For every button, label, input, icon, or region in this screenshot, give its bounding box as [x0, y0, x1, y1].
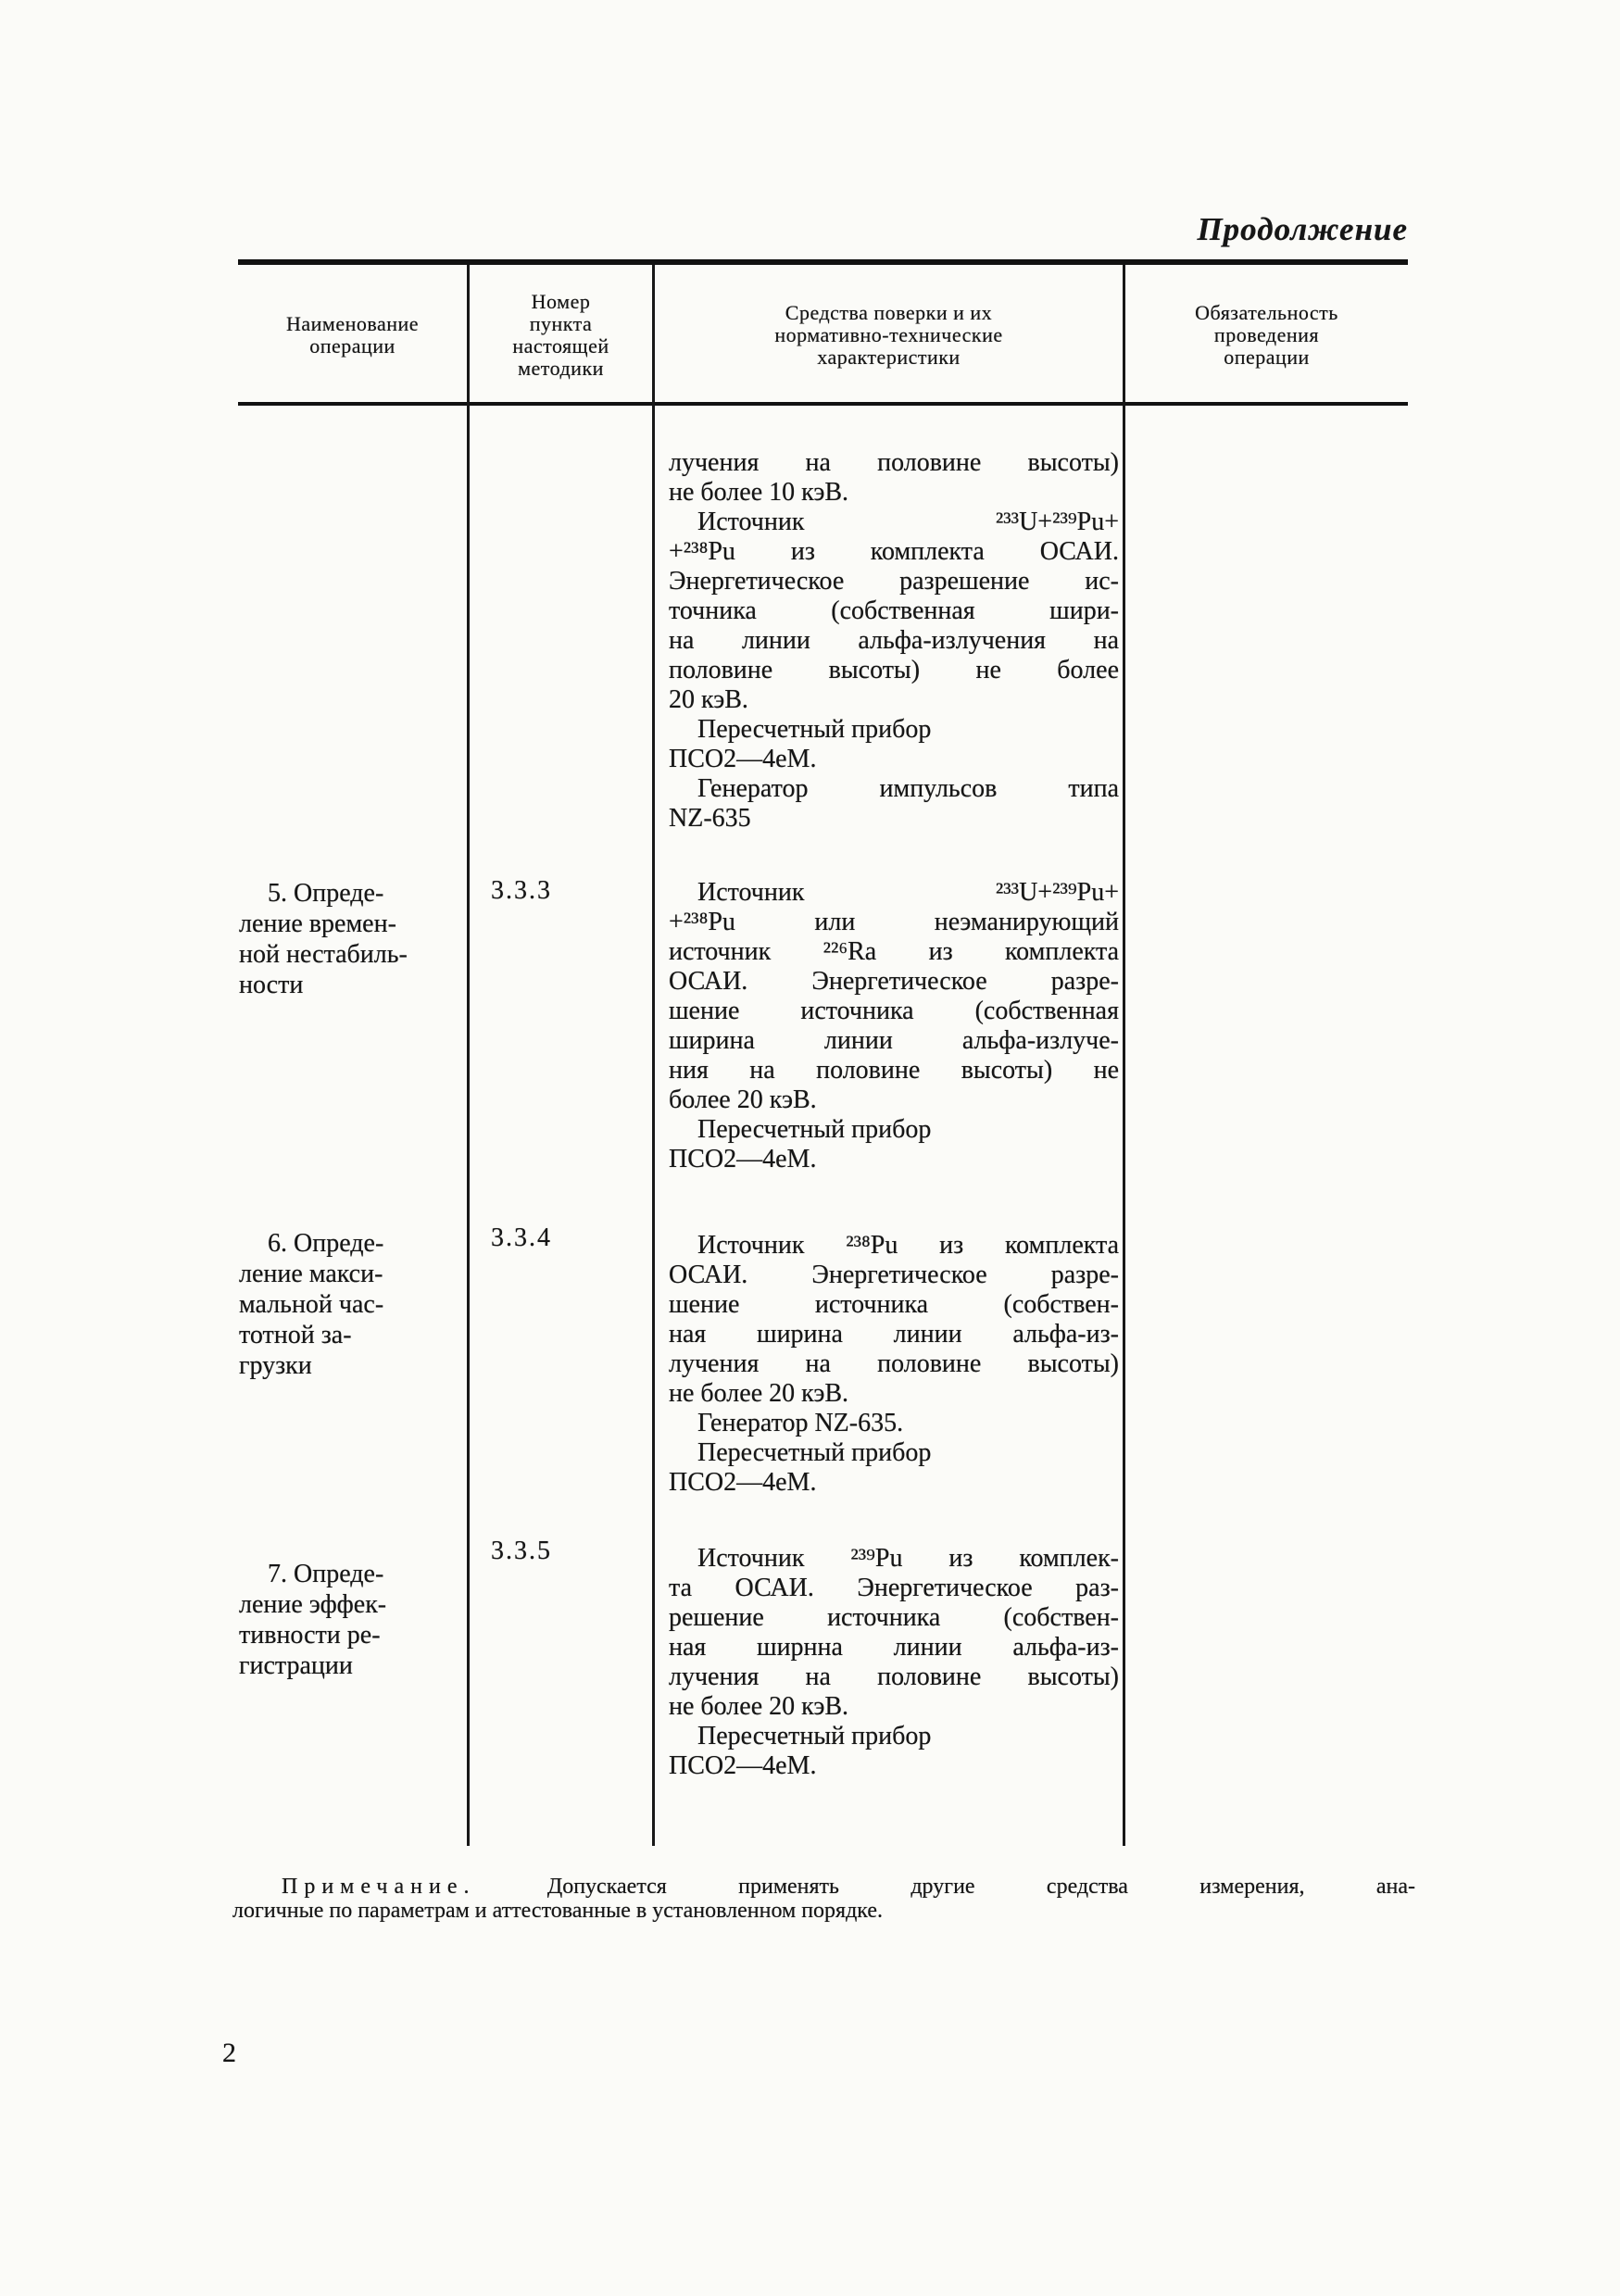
table-column-separator-2 [652, 265, 655, 1846]
page-number: 2 [222, 2038, 236, 2068]
text-line: Источник ²³⁹Pu из комплек- [697, 1544, 1119, 1573]
text-line: ная ширнна линии альфа-из- [669, 1633, 1119, 1662]
text-line: операции [309, 334, 396, 358]
text-line: лучения на половине высоты) [669, 448, 1119, 477]
text-line: не более 20 кэВ. [669, 1692, 849, 1721]
table-cell-clause-7: 3.3.5 [491, 1537, 552, 1565]
text-line: грузки [239, 1351, 312, 1380]
text-line: ПСО2—4еМ. [669, 745, 817, 773]
text-line: ление эффек- [239, 1590, 387, 1619]
text-line: Обязательность [1195, 301, 1338, 324]
text-line: ная ширина линии альфа-из- [669, 1320, 1119, 1349]
table-cell-means-5 [669, 878, 1119, 1174]
text-line: Источник ²³³U+²³⁹Pu+ [697, 878, 1119, 907]
text-line: Источник ²³⁸Pu из комплекта [697, 1231, 1119, 1260]
note-label: Примечание. [282, 1875, 476, 1899]
table-cell-operation-6 [239, 1228, 463, 1381]
text-line: операции [1224, 345, 1310, 369]
text-line: решение источника (собствен- [669, 1603, 1119, 1632]
text-line: 5. Опреде- [268, 879, 384, 908]
text-line: шение источника (собствен- [669, 1290, 1119, 1319]
text-line: Энергетическое разрешение ис- [669, 567, 1119, 596]
table-cell-means-6 [669, 1231, 1119, 1498]
text-line: NZ-635 [669, 804, 751, 833]
text-line: половине высоты) не более [669, 656, 1119, 684]
text-line: лучения на половине высоты) [669, 1662, 1119, 1691]
text-line: Пересчетный прибор [697, 715, 932, 744]
note-line-1 [232, 1875, 1415, 1899]
text-line: не более 20 кэВ. [669, 1379, 849, 1408]
text-line: ширина линии альфа-излуче- [669, 1026, 1119, 1055]
text-line: Пересчетный прибор [697, 1115, 932, 1144]
table-cell-means-continued [669, 448, 1119, 834]
table-top-rule [238, 259, 1408, 265]
text-line: ление времен- [239, 910, 396, 938]
table-header-operation-mandatory [1125, 269, 1408, 402]
text-line: точника (собственная шири- [669, 596, 1119, 625]
text-line: нормативно-технические [774, 323, 1003, 346]
table-cell-operation-5 [239, 878, 463, 1000]
text-line: ОСАИ. Энергетическое разре- [669, 1261, 1119, 1289]
text-line: +²³⁸Pu или неэманирующий [669, 908, 1119, 936]
note [232, 1875, 1415, 1923]
table-cell-clause-6: 3.3.4 [491, 1223, 552, 1252]
note-line-2: логичные по параметрам и аттестованные в установленном порядке. [232, 1899, 883, 1923]
text-line: Номер [531, 290, 591, 313]
text-line: ление макси- [239, 1260, 383, 1288]
text-line: шение источника (собственная [669, 997, 1119, 1025]
text-line: тотной за- [239, 1321, 352, 1349]
table-header-verification-means [655, 269, 1123, 402]
text-line: на линии альфа-излучения на [669, 626, 1119, 655]
text-line: мальной час- [239, 1290, 384, 1319]
text-line: 7. Опреде- [268, 1560, 384, 1588]
text-line: ния на половине высоты) не [669, 1056, 1119, 1085]
table-cell-operation-7 [239, 1559, 463, 1681]
text-line: лучения на половине высоты) [669, 1349, 1119, 1378]
table-column-separator-3 [1123, 265, 1125, 1846]
text-line: проведения [1213, 323, 1320, 346]
text-line: Пересчетный прибор [697, 1438, 932, 1467]
text-line: 20 кэВ. [669, 685, 748, 714]
table-header-rule [238, 402, 1408, 406]
text-line: Пересчетный прибор [697, 1722, 932, 1750]
text-line: Источник ²³³U+²³⁹Pu+ [697, 508, 1119, 536]
text-line: методики [518, 357, 604, 380]
text-line: ПСО2—4еМ. [669, 1468, 817, 1497]
text-line: 6. Опреде- [268, 1229, 384, 1258]
text-line: более 20 кэВ. [669, 1085, 817, 1114]
text-line: не более 10 кэВ. [669, 478, 849, 507]
text-line: Генератор NZ-635. [697, 1409, 904, 1437]
text-line: та ОСАИ. Энергетическое раз- [669, 1574, 1119, 1602]
continuation-label: Продолжение [1197, 211, 1408, 247]
text-line: Средства поверки и их [785, 301, 993, 324]
text-line: характеристики [817, 345, 961, 369]
text-line: пункта [529, 312, 593, 335]
text-line: источник ²²⁶Ra из комплекта [669, 937, 1119, 966]
table-column-separator-1 [467, 265, 470, 1846]
note-text: Допускается применять другие средства измерения, ана- [546, 1875, 1415, 1899]
table-header-operation-name [238, 269, 467, 402]
text-line: Генератор импульсов типа [697, 774, 1119, 803]
text-line: ПСО2—4еМ. [669, 1145, 817, 1173]
text-line: ПСО2—4еМ. [669, 1751, 817, 1780]
text-line: гистрации [239, 1651, 353, 1680]
text-line: ности [239, 971, 304, 999]
table-header-clause-number [470, 269, 652, 402]
text-line: Наименование [285, 312, 420, 335]
table-cell-means-7 [669, 1544, 1119, 1781]
text-line: настоящей [512, 334, 609, 358]
table-cell-clause-5: 3.3.3 [491, 876, 552, 905]
text-line: ОСАИ. Энергетическое разре- [669, 967, 1119, 996]
text-line: +²³⁸Pu из комплекта ОСАИ. [669, 537, 1119, 566]
text-line: тивности ре- [239, 1621, 381, 1650]
text-line: ной нестабиль- [239, 940, 408, 969]
